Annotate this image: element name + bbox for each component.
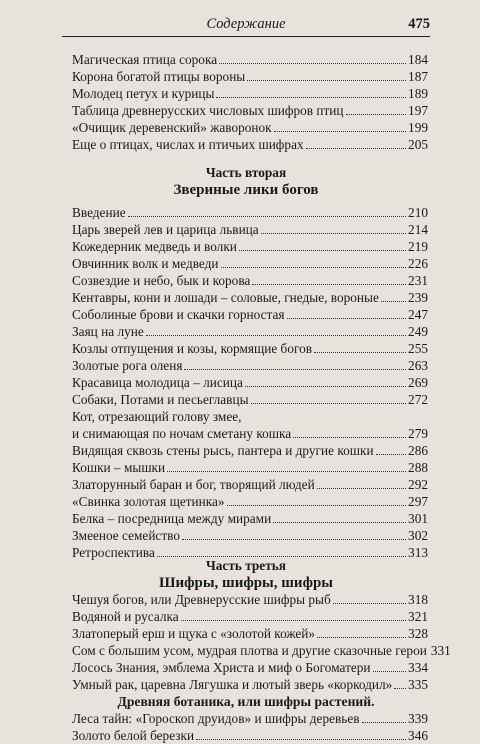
toc-entry-page: 328 <box>408 626 428 641</box>
toc-entry-title: Золотые рога оленя <box>72 358 183 373</box>
dot-leader <box>314 341 406 353</box>
toc-entry-title: Красавица молодица – лисица <box>72 375 243 390</box>
dot-leader <box>146 324 406 336</box>
toc-entry <box>72 608 428 625</box>
toc-entry-title: Корона богатой птицы вороны <box>72 69 246 84</box>
toc-entry-page: 279 <box>408 426 428 441</box>
dot-leader <box>128 205 406 217</box>
toc-entry-page: 210 <box>408 205 428 220</box>
toc-entry-title: Златоперый ерш и щука с «золотой кожей» <box>72 626 316 641</box>
toc-entry-title: Умный рак, царевна Лягушка и лютый зверь «коркодил» <box>72 677 393 692</box>
dot-leader <box>346 103 407 115</box>
toc-entry <box>72 391 428 408</box>
toc-entry-title: «Очищик деревенский» жаворонок <box>72 120 272 135</box>
toc-entry-title: Собаки, Потами и песьеглавцы <box>72 392 249 407</box>
dot-leader <box>394 677 406 689</box>
toc-entry <box>72 323 428 340</box>
dot-leader <box>219 52 406 64</box>
toc-entry-page: 334 <box>408 660 428 675</box>
dot-leader <box>251 392 407 404</box>
toc-entry-page: 269 <box>408 375 428 390</box>
dot-leader <box>216 86 406 98</box>
toc-entry-page: 263 <box>408 358 428 373</box>
dot-leader <box>239 239 406 251</box>
dot-leader <box>227 494 406 506</box>
toc-entry-page: 339 <box>408 711 428 726</box>
toc-entry-title: Лосось Знания, эмблема Христа и миф о Богоматери <box>72 660 371 675</box>
dot-leader <box>317 626 406 638</box>
toc-entry-title: Чешуя богов, или Древнерусские шифры рыб <box>72 592 331 607</box>
toc-entry <box>72 357 428 374</box>
toc-entry <box>72 136 428 153</box>
dot-leader <box>362 711 407 723</box>
toc-entry <box>72 204 428 221</box>
dot-leader <box>181 609 406 621</box>
toc-entry <box>72 459 428 476</box>
running-header-title: Содержание <box>206 16 286 32</box>
toc-entry-page: 214 <box>408 222 428 237</box>
toc-entry-title: Золото белой березки <box>72 728 195 743</box>
toc-entry-page: 219 <box>408 239 428 254</box>
toc-entry-page: 231 <box>408 273 428 288</box>
toc-entry-page: 292 <box>408 477 428 492</box>
part-three-section-title: Шифры, шифры, шифры <box>158 575 334 591</box>
dot-leader <box>274 120 406 132</box>
dot-leader <box>287 307 407 319</box>
toc-entry <box>72 68 428 85</box>
toc-entry-title: Змееное семейство <box>72 528 180 543</box>
botany-section-title: Древняя ботаника, или шифры растений. <box>117 694 375 709</box>
toc-entry-page: 184 <box>408 52 428 67</box>
toc-entry-title: «Свинка золотая щетинка» <box>72 494 225 509</box>
toc-entry <box>72 625 428 642</box>
toc-entry <box>72 340 428 357</box>
toc-entry <box>72 102 428 119</box>
toc-entry-page: 346 <box>408 728 428 743</box>
toc-entry-page: 288 <box>408 460 428 475</box>
dot-leader <box>317 477 406 489</box>
toc-entry <box>72 476 428 493</box>
toc-entry-title: Таблица древнерусских числовых шифров птиц <box>72 103 344 118</box>
toc-entry <box>72 425 428 442</box>
toc-entry-title: Молодец петух и курицы <box>72 86 215 101</box>
toc-entry <box>72 289 428 306</box>
toc-entry-title: Кошки – мышки <box>72 460 166 475</box>
toc-entry <box>72 221 428 238</box>
toc-entry-page: 321 <box>408 609 428 624</box>
toc-entry-title: Соболиные брови и скачки горностая <box>72 307 285 322</box>
page-number: 475 <box>408 16 430 32</box>
part-two-heading: Часть вторая <box>205 165 287 180</box>
dot-leader <box>293 426 406 438</box>
toc-entry-page: 301 <box>408 511 428 526</box>
toc-entry <box>72 493 428 510</box>
toc-entry <box>72 51 428 68</box>
toc-entry-page: 226 <box>408 256 428 271</box>
dot-leader <box>273 511 406 523</box>
toc-entry-title: Магическая птица сорока <box>72 52 218 67</box>
dot-leader <box>157 545 406 557</box>
toc-entry <box>72 119 428 136</box>
toc-entry-page: 189 <box>408 86 428 101</box>
part-three-heading: Часть третья <box>206 558 286 573</box>
toc-entry-page: 197 <box>408 103 428 118</box>
dot-leader <box>221 256 407 268</box>
dot-leader <box>381 290 406 302</box>
toc-entry <box>72 85 428 102</box>
dot-leader <box>373 660 406 672</box>
toc-entry <box>72 642 451 659</box>
dot-leader <box>184 358 406 370</box>
toc-entry-page: 249 <box>408 324 428 339</box>
toc-entry <box>72 527 428 544</box>
dot-leader <box>333 592 406 604</box>
toc-entry-title: Козлы отпущения и козы, кормящие богов <box>72 341 313 356</box>
toc-entry-title: Заяц на луне <box>72 324 144 339</box>
toc-entry-title: Леса тайн: «Гороскоп друидов» и шифры деревьев <box>72 711 360 726</box>
toc-entry-page: 313 <box>408 545 428 560</box>
toc-entry-title: Царь зверей лев и царица львица <box>72 222 259 237</box>
toc-entry-title: Видящая сквозь стены рысь, пантера и другие кошки <box>72 443 374 458</box>
toc-entry-page: 297 <box>408 494 428 509</box>
toc-entry-title: Еще о птицах, числах и птичьих шифрах <box>72 137 304 152</box>
toc-entry-page: 255 <box>408 341 428 356</box>
toc-entry-title: и снимающая по ночам сметану кошка <box>72 426 292 441</box>
dot-leader <box>306 137 406 149</box>
dot-leader <box>376 443 406 455</box>
toc-entry-page: 239 <box>408 290 428 305</box>
toc-entry-title: Введение <box>72 205 126 220</box>
toc-entry-title: Кентавры, кони и лошади – соловые, гнедые, вороные <box>72 290 379 305</box>
toc-entry-title: Ретроспектива <box>72 545 155 560</box>
toc-entry <box>72 659 428 676</box>
toc-entry-page: 335 <box>408 677 428 692</box>
dot-leader <box>167 460 406 472</box>
dot-leader <box>252 273 406 285</box>
running-header <box>62 14 430 37</box>
toc-entry-page: 187 <box>408 69 428 84</box>
toc-entry <box>72 238 428 255</box>
dot-leader <box>247 69 406 81</box>
toc-entry-page: 272 <box>408 392 428 407</box>
toc-entry-page: 247 <box>408 307 428 322</box>
toc-entry <box>72 272 428 289</box>
toc-entry-page: 318 <box>408 592 428 607</box>
toc-entry-title: Сом с большим усом, мудрая плотва и другие сказочные герои <box>72 643 427 658</box>
dot-leader <box>182 528 406 540</box>
dot-leader <box>196 728 406 740</box>
toc-entry <box>72 510 428 527</box>
toc-entry-page: 286 <box>408 443 428 458</box>
toc-entry-page: 331 <box>430 643 451 658</box>
part-two-section-title: Звериные лики богов <box>173 182 319 198</box>
dot-leader <box>261 222 406 234</box>
toc-entry <box>72 727 428 744</box>
toc-entry-page: 205 <box>408 137 428 152</box>
toc-entry-title: Златорунный баран и бог, творящий людей <box>72 477 315 492</box>
toc-entry <box>72 374 428 391</box>
toc-entry <box>72 676 428 693</box>
toc-entry <box>72 591 428 608</box>
toc-entry-title: Созвездие и небо, бык и корова <box>72 273 251 288</box>
toc-entry-title: Овчинник волк и медведи <box>72 256 219 271</box>
toc-entry-page: 302 <box>408 528 428 543</box>
toc-entry-title: Водяной и русалка <box>72 609 179 624</box>
dot-leader <box>245 375 406 387</box>
toc-entry <box>72 255 428 272</box>
toc-entry-title: Белка – посредница между мирами <box>72 511 272 526</box>
toc-entry-page: 199 <box>408 120 428 135</box>
toc-entry <box>72 306 428 323</box>
toc-entry <box>72 442 428 459</box>
toc-entry <box>72 710 428 727</box>
toc-entry-title: Кожедерник медведь и волки <box>72 239 237 254</box>
toc-entry-first-line: Кот, отрезающий голову змее, <box>72 409 242 424</box>
